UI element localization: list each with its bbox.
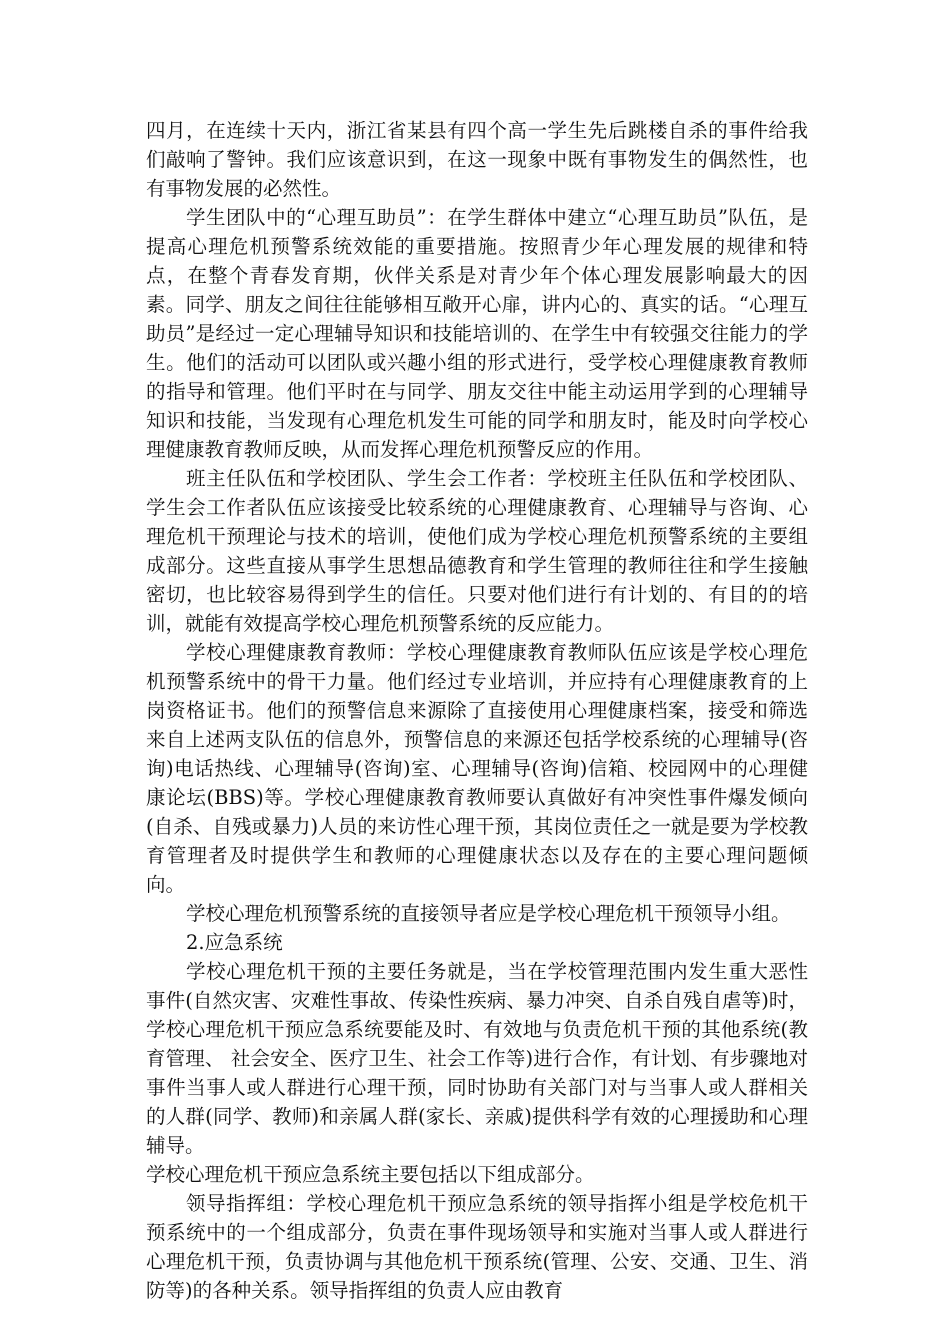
paragraph-7: 学校心理危机干预的主要任务就是，当在学校管理范围内发生重大恶性事件(自然灾害、灾难性事故、传染性疾病、暴力冲突、自杀自残自虐等)时，学校心理危机干预应急系统要能及时、有效地与负责危机干预的其他系统(教育管理、 社会安全、医疗卫生、社会工作等)进行合作，有计划、有步骤地对事件当事人或人群进行心理干预，同时协助有关部门对与当事人或人群相关的人群(同学、教师)和亲属人群(家长、亲戚)提供科学有效的心理援助和心理辅导。 [146,960,808,1157]
paragraph-3: 班主任队伍和学校团队、学生会工作者：学校班主任队伍和学校团队、学生会工作者队伍应该接受比较系统的心理健康教育、心理辅导与咨询、心理危机干预理论与技术的培训，使他们成为学校心理危机预警系统的主要组成部分。这些直接从事学生思想品德教育和学生管理的教师往往和学生接触密切，也比较容易得到学生的信任。只要对他们进行有计划的、有目的的培训，就能有效提高学校心理危机预警系统的反应能力。 [146,467,808,635]
paragraph-2: 学生团队中的“心理互助员”：在学生群体中建立“心理互助员”队伍，是提高心理危机预警系统效能的重要措施。按照青少年心理发展的规律和特点，在整个青春发育期，伙伴关系是对青少年个体心理发展影响最大的因素。同学、朋友之间往往能够相互敞开心扉，讲内心的、真实的话。“心理互助员”是经过一定心理辅导知识和技能培训的、在学生中有较强交往能力的学生。他们的活动可以团队或兴趣小组的形式进行，受学校心理健康教育教师的指导和管理。他们平时在与同学、朋友交往中能主动运用学到的心理辅导知识和技能，当发现有心理危机发生可能的同学和朋友时，能及时向学校心理健康教育教师反映，从而发挥心理危机预警反应的作用。 [146,206,808,461]
section-heading: 2.应急系统 [186,931,283,954]
paragraph-9: 领导指挥组：学校心理危机干预应急系统的领导指挥小组是学校危机干预系统中的一个组成部分，负责在事件现场领导和实施对当事人或人群进行心理危机干预，负责协调与其他危机干预系统(管理、公安、交通、卫生、消防等)的各种关系。领导指挥组的负责人应由教育 [146,1192,808,1302]
paragraph-8: 学校心理危机干预应急系统主要包括以下组成部分。 [146,1163,595,1186]
paragraph-5: 学校心理危机预警系统的直接领导者应是学校心理危机干预领导小组。 [186,902,791,925]
paragraph-1: 四月，在连续十天内，浙江省某县有四个高一学生先后跳楼自杀的事件给我们敲响了警钟。我们应该意识到，在这一现象中既有事物发生的偶然性，也有事物发展的必然性。 [146,119,808,200]
document-body [146,116,808,1305]
paragraph-4: 学校心理健康教育教师：学校心理健康教育教师队伍应该是学校心理危机预警系统中的骨干力量。他们经过专业培训，并应持有心理健康教育的上岗资格证书。他们的预警信息来源除了直接使用心理健康档案，接受和筛选来自上述两支队伍的信息外，预警信息的来源还包括学校系统的心理辅导(咨询)电话热线、心理辅导(咨询)室、心理辅导(咨询)信箱、校园网中的心理健康论坛(BBS)等。学校心理健康教育教师要认真做好有冲突性事件爆发倾向(自杀、自残或暴力)人员的来访性心理干预，其岗位责任之一就是要为学校教育管理者及时提供学生和教师的心理健康状态以及存在的主要心理问题倾向。 [146,641,808,896]
